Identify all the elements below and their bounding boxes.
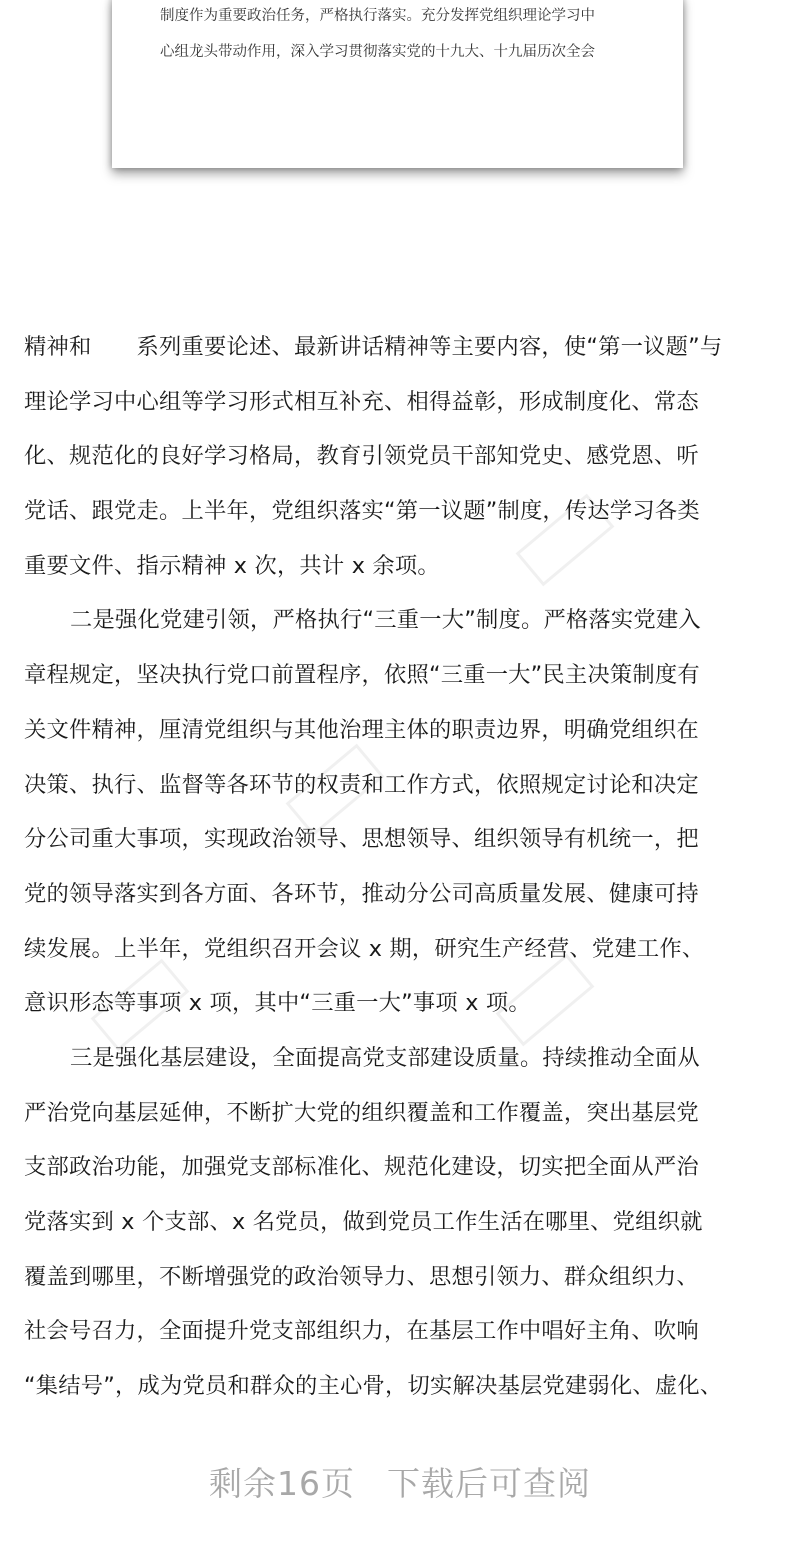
paragraph-line: 党话、跟党走。上半年，党组织落实“第一议题”制度，传达学习各类: [24, 498, 700, 525]
paragraph-line: 严治党向基层延伸，不断扩大党的组织覆盖和工作覆盖，突出基层党: [24, 1099, 699, 1126]
remaining-pages-label: 剩余16页: [209, 1464, 355, 1503]
paragraph-line: 关文件精神，厘清党组织与其他治理主体的职责边界，明确党组织在: [24, 716, 699, 743]
paragraph-line: 分公司重大事项，实现政治领导、思想领导、组织领导有机统一，把: [24, 826, 699, 853]
paragraph-line: 理论学习中心组等学习形式相互补充、相得益彰，形成制度化、常态: [24, 388, 699, 415]
document-preview-card: [112, 0, 683, 168]
paragraph-line: 二是强化党建引领，严格执行“三重一大”制度。严格落实党建入: [70, 607, 701, 634]
paragraph-line: 续发展。上半年，党组织召开会议 x 期，研究生产经营、党建工作、: [24, 935, 705, 962]
paragraph-line: “集结号”，成为党员和群众的主心骨，切实解决基层党建弱化、虚化、: [24, 1373, 723, 1400]
download-to-view-notice[interactable]: [0, 1458, 800, 1505]
paragraph-line: 党落实到 x 个支部、x 名党员，做到党员工作生活在哪里、党组织就: [24, 1209, 703, 1235]
paragraph-line: 精神和 系列重要论述、最新讲话精神等主要内容，使“第一议题”与: [24, 334, 723, 360]
paragraph-line: 社会号召力，全面提升党支部组织力，在基层工作中唱好主角、吹响: [24, 1318, 699, 1345]
paragraph-line: 覆盖到哪里，不断增强党的政治领导力、思想引领力、群众组织力、: [24, 1263, 699, 1290]
preview-line: 制度作为重要政治任务，严格执行落实。充分发挥党组织理论学习中: [160, 8, 595, 24]
preview-line: 心组龙头带动作用，深入学习贯彻落实党的十九大、十九届历次全会: [160, 44, 595, 60]
paragraph-line: 章程规定，坚决执行党口前置程序，依照“三重一大”民主决策制度有: [24, 662, 700, 689]
paragraph-line: 意识形态等事项 x 项，其中“三重一大”事项 x 项。: [24, 990, 531, 1017]
paragraph-line: 支部政治功能，加强党支部标准化、规范化建设，切实把全面从严治: [24, 1154, 699, 1181]
paragraph-line: 党的领导落实到各方面、各环节，推动分公司高质量发展、健康可持: [24, 880, 699, 907]
document-body: [24, 320, 776, 1414]
paragraph-line: 重要文件、指示精神 x 次，共计 x 余项。: [24, 552, 440, 579]
paragraph-line: 化、规范化的良好学习格局，教育引领党员干部知党史、感党恩、听: [24, 443, 699, 470]
paragraph-line: 三是强化基层建设，全面提高党支部建设质量。持续推动全面从: [70, 1044, 700, 1071]
download-action-label: 下载后可查阅: [387, 1464, 591, 1503]
paragraph-line: 决策、执行、监督等各环节的权责和工作方式，依照规定讨论和决定: [24, 771, 699, 798]
